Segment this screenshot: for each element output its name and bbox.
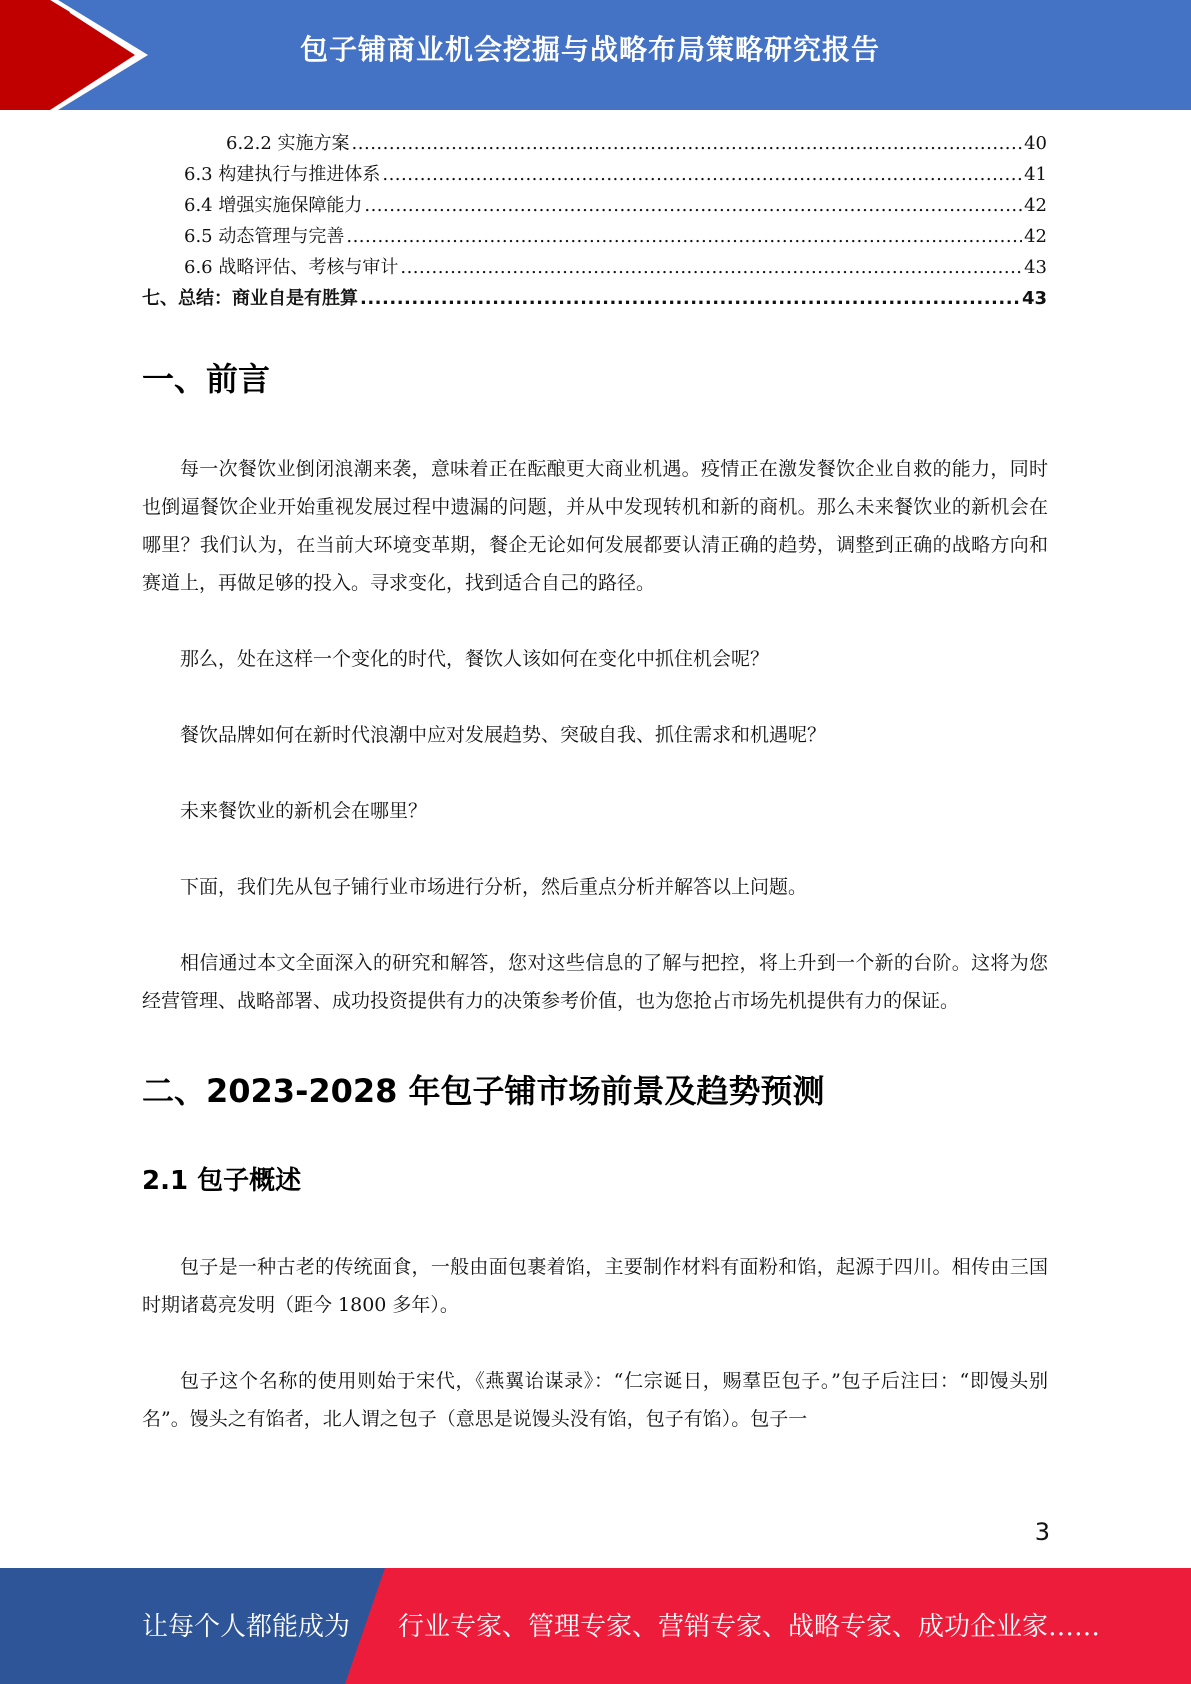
- document-body: [142, 356, 1048, 1438]
- toc-leader-dots: [382, 159, 1022, 190]
- toc-leader-dots: [352, 128, 1023, 159]
- toc-entry-label: 七、总结：商业自是有胜算: [142, 288, 358, 309]
- toc-entry[interactable]: [142, 128, 1047, 159]
- footer-slogan-left: 让每个人都能成为: [142, 1612, 351, 1642]
- toc-entry-page: 42: [1024, 226, 1047, 247]
- paragraph: 每一次餐饮业倒闭浪潮来袭，意味着正在酝酿更大商业机遇。疫情正在激发餐饮企业自救的能力，同时也倒逼餐饮企业开始重视发展过程中遗漏的问题，并从中发现转机和新的商机。那么未来餐饮业的新机会在哪里？我们认为，在当前大环境变革期，餐企无论如何发展都要认清正确的趋势，调整到正确的战略方向和赛道上，再做足够的投入。寻求变化，找到适合自己的路径。: [142, 458, 1048, 594]
- toc-entry-page: 43: [1024, 257, 1047, 278]
- toc-leader-dots: [360, 283, 1020, 314]
- paragraph: 未来餐饮业的新机会在哪里？: [180, 800, 428, 822]
- paragraph: 餐饮品牌如何在新时代浪潮中应对发展趋势、突破自我、抓住需求和机遇呢？: [180, 724, 827, 746]
- toc-entry-label: 6.5 动态管理与完善: [184, 226, 345, 247]
- toc-entry-label: 6.6 战略评估、考核与审计: [184, 257, 399, 278]
- report-title: 包子铺商业机会挖掘与战略布局策略研究报告: [300, 33, 881, 66]
- toc-entry-page: 41: [1024, 164, 1047, 185]
- paragraph: 包子这个名称的使用则始于宋代，《燕翼诒谋录》：“仁宗诞日，赐羣臣包子。”包子后注曰：“即馒头别名”。馒头之有馅者，北人谓之包子（意思是说馒头没有馅，包子有馅）。包子一: [142, 1370, 1048, 1430]
- table-of-contents: [142, 128, 1047, 314]
- paragraph: 下面，我们先从包子铺行业市场进行分析，然后重点分析并解答以上问题。: [180, 876, 808, 898]
- toc-entry-label: 6.4 增强实施保障能力: [184, 195, 363, 216]
- page-header: [0, 0, 1191, 110]
- footer-slogan-right: 行业专家、管理专家、营销专家、战略专家、成功企业家……: [398, 1612, 1101, 1642]
- toc-entry[interactable]: [142, 159, 1047, 190]
- toc-entry-page: 42: [1024, 195, 1047, 216]
- paragraph: 相信通过本文全面深入的研究和解答，您对这些信息的了解与把控，将上升到一个新的台阶。这将为您经营管理、战略部署、成功投资提供有力的决策参考价值，也为您抢占市场先机提供有力的保证。: [142, 952, 1048, 1012]
- toc-entry-page: 40: [1024, 133, 1047, 154]
- subsection-heading-overview: 2.1 包子概述: [142, 1166, 302, 1196]
- section-heading-preface: 一、前言: [142, 360, 271, 398]
- toc-leader-dots: [364, 190, 1022, 221]
- toc-entry[interactable]: [142, 221, 1047, 252]
- section-heading-forecast: 二、2023-2028 年包子铺市场前景及趋势预测: [142, 1072, 825, 1110]
- paragraph: 包子是一种古老的传统面食，一般由面包裹着馅，主要制作材料有面粉和馅，起源于四川。相传由三国时期诸葛亮发明（距今 1800 多年）。: [142, 1256, 1048, 1316]
- page-footer: [0, 1568, 1191, 1684]
- toc-entry[interactable]: [142, 252, 1047, 283]
- toc-entry-label: 6.3 构建执行与推进体系: [184, 164, 381, 185]
- paragraph: 那么，处在这样一个变化的时代，餐饮人该如何在变化中抓住机会呢？: [180, 648, 770, 670]
- toc-entry-page: 43: [1021, 288, 1047, 309]
- toc-entry[interactable]: [142, 190, 1047, 221]
- toc-leader-dots: [400, 252, 1022, 283]
- toc-leader-dots: [346, 221, 1022, 252]
- toc-entry-label: 6.2.2 实施方案: [226, 133, 350, 154]
- page-number: 3: [1034, 1518, 1050, 1546]
- toc-entry-chapter[interactable]: [142, 283, 1047, 314]
